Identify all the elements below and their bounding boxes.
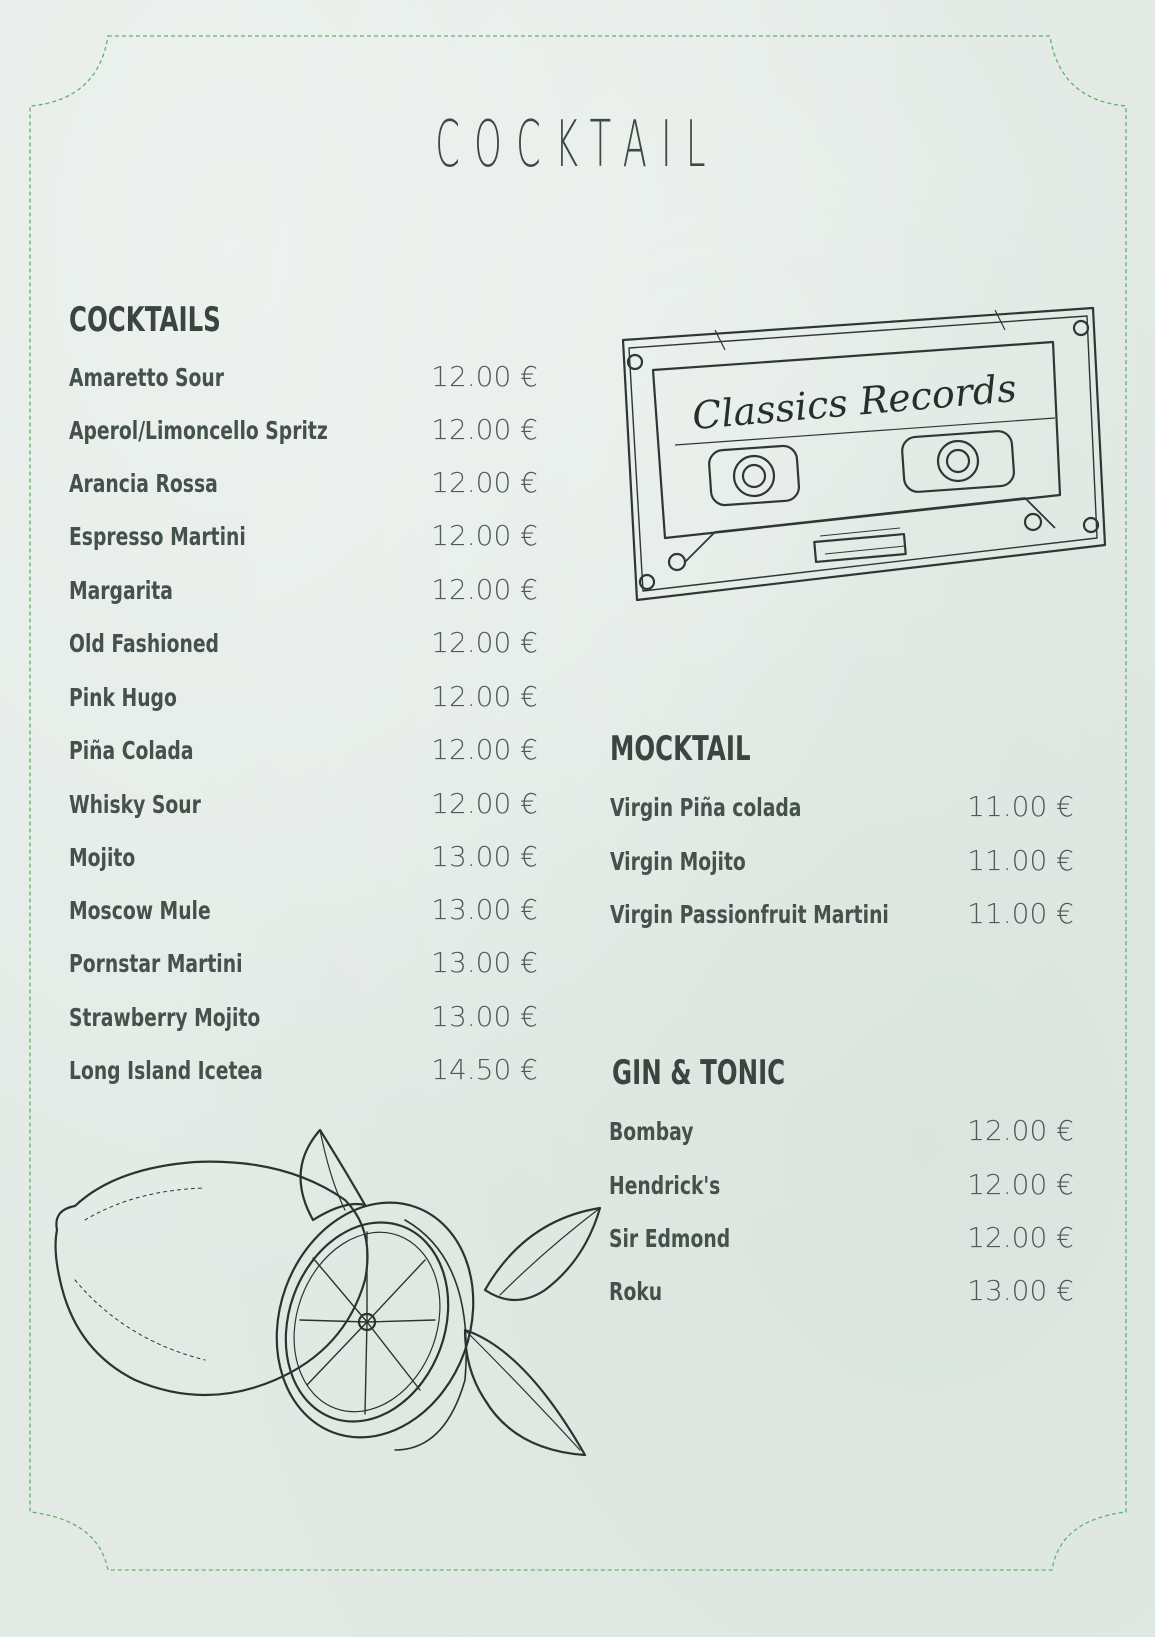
menu-item-name: Sir Edmond (609, 1224, 731, 1253)
section-title-cocktails: COCKTAILS (69, 300, 221, 340)
menu-item-name: Old Fashioned (69, 629, 219, 658)
menu-item-name: Hendrick's (609, 1171, 721, 1200)
menu-item-name: Aperol/Limoncello Spritz (69, 416, 328, 445)
menu-item-price: 12.00 € (967, 1221, 1074, 1254)
menu-item-name: Piña Colada (69, 736, 194, 765)
menu-item-price: 13.00 € (431, 1000, 538, 1033)
cassette-label: Classics Records (690, 365, 1019, 439)
menu-item-price: 11.00 € (967, 897, 1074, 930)
menu-item-price: 13.00 € (431, 840, 538, 873)
menu-item-name: Amaretto Sour (69, 363, 224, 392)
menu-item-price: 12.00 € (431, 733, 538, 766)
page-title: COCKTAIL (435, 108, 720, 182)
menu-item-name: Espresso Martini (69, 522, 246, 551)
lemon-illustration (45, 1110, 625, 1480)
menu-item-name: Whisky Sour (69, 790, 201, 819)
menu-item-price: 12.00 € (431, 787, 538, 820)
menu-item-name: Bombay (609, 1117, 694, 1146)
menu-item-price: 12.00 € (431, 626, 538, 659)
menu-item-price: 12.00 € (431, 360, 538, 393)
menu-item-name: Strawberry Mojito (69, 1003, 261, 1032)
section-title-gin-tonic: GIN & TONIC (612, 1053, 786, 1093)
menu-item-price: 13.00 € (967, 1274, 1074, 1307)
menu-item-name: Pornstar Martini (69, 949, 243, 978)
menu-item-name: Virgin Passionfruit Martini (610, 900, 889, 929)
menu-item-name: Pink Hugo (69, 683, 177, 712)
menu-item-name: Arancia Rossa (69, 469, 218, 498)
cassette-tape-icon (615, 300, 1115, 635)
menu-item-name: Virgin Mojito (610, 847, 746, 876)
menu-item-name: Mojito (69, 843, 136, 872)
menu-item-price: 12.00 € (431, 680, 538, 713)
menu-item-price: 12.00 € (967, 1114, 1074, 1147)
menu-item-name: Roku (609, 1277, 663, 1306)
menu-item-name: Long Island Icetea (69, 1056, 263, 1085)
menu-item-price: 13.00 € (431, 946, 538, 979)
menu-item-price: 12.00 € (431, 573, 538, 606)
menu-item-price: 12.00 € (431, 413, 538, 446)
menu-item-price: 11.00 € (967, 844, 1074, 877)
menu-item-price: 12.00 € (431, 519, 538, 552)
menu-item-price: 14.50 € (431, 1053, 538, 1086)
menu-item-name: Virgin Piña colada (610, 793, 802, 822)
menu-item-name: Margarita (69, 576, 173, 605)
section-title-mocktail: MOCKTAIL (610, 729, 751, 769)
menu-item-price: 12.00 € (967, 1168, 1074, 1201)
menu-item-price: 12.00 € (431, 466, 538, 499)
menu-item-name: Moscow Mule (69, 896, 211, 925)
menu-item-price: 13.00 € (431, 893, 538, 926)
menu-item-price: 11.00 € (967, 790, 1074, 823)
